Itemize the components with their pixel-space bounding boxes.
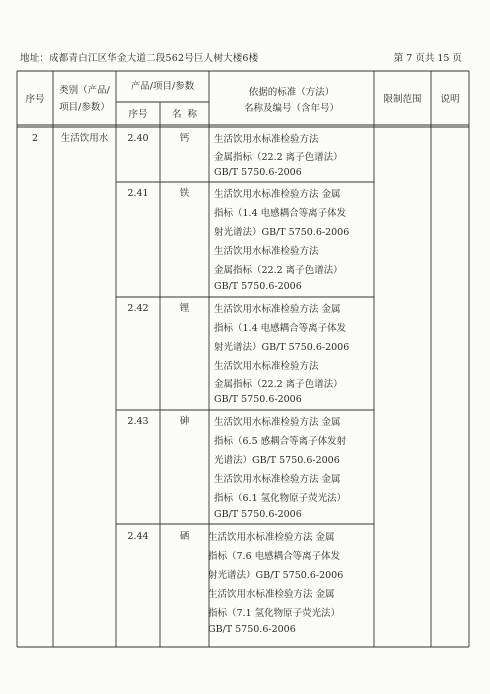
standard-line: 指标（1.4 电感耦合等离子体发 — [214, 208, 347, 219]
item-name: 锂 — [179, 303, 190, 314]
header-category-line2: 项目/参数） — [59, 102, 110, 113]
item-code: 2.43 — [127, 416, 149, 427]
header-product-item-param: 产品/项目/参数 — [130, 81, 195, 92]
row-seq: 2 — [31, 133, 39, 144]
item-code: 2.41 — [127, 188, 149, 199]
item-code: 2.44 — [127, 531, 149, 542]
page-number: 第 7 页共 15 页 — [393, 53, 462, 64]
standard-line: 金属指标（22.2 离子色谱法） — [214, 152, 343, 163]
standard-line: 金属指标（22.2 离子色谱法） — [214, 379, 343, 390]
standard-line: 生活饮用水标准检验方法 — [214, 134, 319, 145]
header-note: 说明 — [440, 94, 460, 105]
header-standard-line2: 名称及编号（含年号） — [243, 103, 339, 114]
standard-line: 生活饮用水标准检验方法 — [214, 246, 319, 257]
standard-line: GB/T 5750.6-2006 — [214, 281, 302, 292]
standard-line: GB/T 5750.6-2006 — [214, 394, 302, 405]
header-seq-no: 序号 — [25, 94, 45, 105]
header-sub-name: 名 称 — [171, 109, 198, 120]
header-sub-seq: 序号 — [128, 109, 148, 120]
standard-line: 光谱法）GB/T 5750.6-2006 — [214, 455, 340, 466]
header-limit-range: 限制范围 — [383, 94, 422, 105]
standard-line: 金属指标（22.2 离子色谱法） — [214, 265, 343, 276]
header-standard-line1: 依据的标准（方法） — [248, 87, 335, 98]
header-category-line1: 类别（产品/ — [59, 85, 110, 96]
standard-line: 指标（7.6 电感耦合等离子体发 — [208, 551, 341, 562]
standard-line: 生活饮用水标准检验方法 金属 — [214, 417, 341, 428]
row-category: 生活饮用水 — [60, 133, 109, 144]
standard-line: 生活饮用水标准检验方法 金属 — [214, 474, 341, 485]
standard-line: 射光谱法）GB/T 5750.6-2006 — [208, 570, 344, 581]
standard-line: GB/T 5750.6-2006 — [214, 509, 302, 520]
page-header — [0, 0, 490, 62]
standard-line: GB/T 5750.6-2006 — [208, 624, 296, 635]
standard-line: 射光谱法）GB/T 5750.6-2006 — [214, 227, 350, 238]
item-name: 铁 — [179, 188, 190, 199]
standard-line: 指标（1.4 电感耦合等离子体发 — [214, 323, 347, 334]
standard-line: 生活饮用水标准检验方法 金属 — [208, 589, 335, 600]
item-name: 砷 — [179, 416, 190, 427]
item-code: 2.42 — [127, 303, 149, 314]
item-name: 钙 — [179, 133, 190, 144]
standard-line: 生活饮用水标准检验方法 金属 — [214, 189, 341, 200]
standard-line: 指标（7.1 氢化物原子荧光法） — [208, 608, 341, 619]
item-name: 硒 — [179, 531, 190, 542]
standard-line: 指标（6.5 感耦合等离子体发射 — [214, 436, 347, 447]
standard-line: 生活饮用水标准检验方法 — [214, 361, 319, 372]
standard-line: 指标（6.1 氢化物原子荧光法） — [214, 493, 347, 504]
item-code: 2.40 — [127, 133, 149, 144]
standard-line: 生活饮用水标准检验方法 金属 — [214, 304, 341, 315]
lab-address: 地址：成都青白江区华金大道二段562号巨人树大楼6楼 — [20, 53, 259, 64]
standard-line: GB/T 5750.6-2006 — [214, 167, 302, 178]
standard-line: 射光谱法）GB/T 5750.6-2006 — [214, 342, 350, 353]
standard-line: 生活饮用水标准检验方法 金属 — [208, 532, 335, 543]
